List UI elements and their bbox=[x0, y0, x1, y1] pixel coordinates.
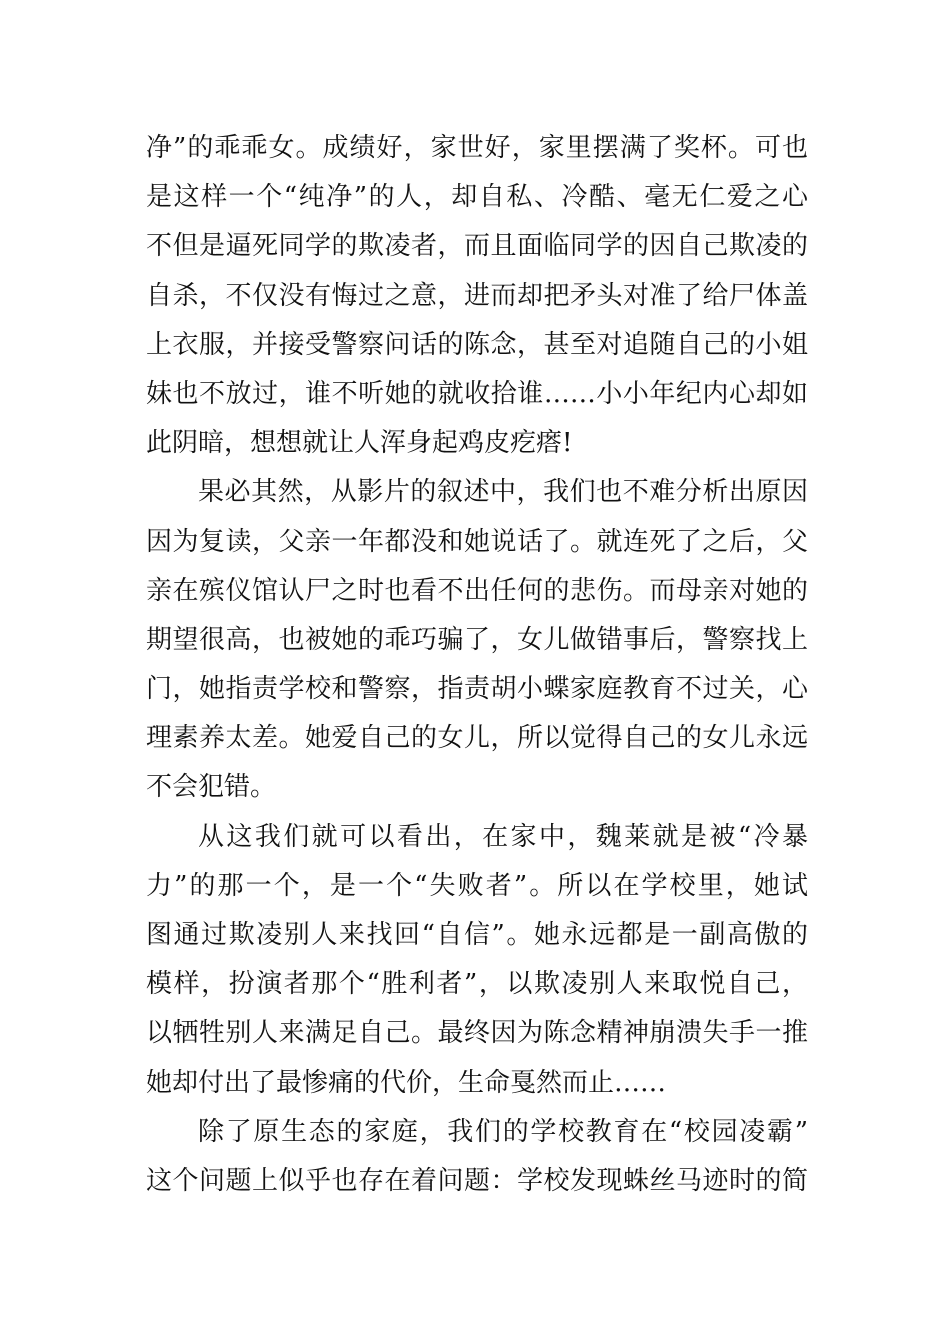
text-line: 以牺牲别人来满足自己。最终因为陈念精神崩溃失手一推 bbox=[146, 1018, 808, 1049]
text-line: 因为复读，父亲一年都没和她说话了。就连死了之后，父 bbox=[146, 526, 808, 557]
text-line: 不会犯错。 bbox=[146, 772, 277, 803]
text-line: 上衣服，并接受警察问话的陈念，甚至对追随自己的小姐 bbox=[146, 329, 808, 360]
text-line: 净”的乖乖女。成绩好，家世好，家里摆满了奖杯。可也 bbox=[146, 133, 808, 163]
text-line: 此阴暗，想想就让人浑身起鸡皮疙瘩! bbox=[146, 428, 573, 459]
text-line: 期望很高，也被她的乖巧骗了，女儿做错事后，警察找上 bbox=[146, 624, 808, 655]
body-text bbox=[146, 124, 808, 1206]
text-line: 是这样一个“纯净”的人，却自私、冷酷、毫无仁爱之心 bbox=[146, 182, 808, 213]
text-line: 模样，扮演者那个“胜利者”，以欺凌别人来取悦自己， bbox=[146, 969, 808, 1000]
text-line: 这个问题上似乎也存在着问题：学校发现蛛丝马迹时的简 bbox=[146, 1165, 808, 1196]
text-line: 她却付出了最惨痛的代价，生命戛然而止…… bbox=[146, 1067, 667, 1098]
text-line: 理素养太差。她爱自己的女儿，所以觉得自己的女儿永远 bbox=[146, 723, 808, 754]
text-line: 亲在殡仪馆认尸之时也看不出任何的悲伤。而母亲对她的 bbox=[146, 575, 808, 606]
text-line: 力”的那一个，是一个“失败者”。所以在学校里，她试 bbox=[146, 870, 808, 901]
text-line: 自杀，不仅没有悔过之意，进而却把矛头对准了给尸体盖 bbox=[146, 280, 808, 311]
text-line: 门，她指责学校和警察，指责胡小蝶家庭教育不过关，心 bbox=[146, 674, 808, 705]
text-line: 图通过欺凌别人来找回“自信”。她永远都是一副高傲的 bbox=[146, 920, 808, 950]
text-line: 妹也不放过，谁不听她的就收拾谁……小小年纪内心却如 bbox=[146, 378, 808, 409]
text-line: 不但是逼死同学的欺凌者，而且面临同学的因自己欺凌的 bbox=[146, 231, 808, 262]
text-line: 果必其然，从影片的叙述中，我们也不难分析出原因 bbox=[198, 477, 808, 508]
text-line: 除了原生态的家庭，我们的学校教育在“校园凌霸” bbox=[198, 1116, 808, 1147]
text-line: 从这我们就可以看出，在家中，魏莱就是被“冷暴 bbox=[198, 821, 808, 852]
